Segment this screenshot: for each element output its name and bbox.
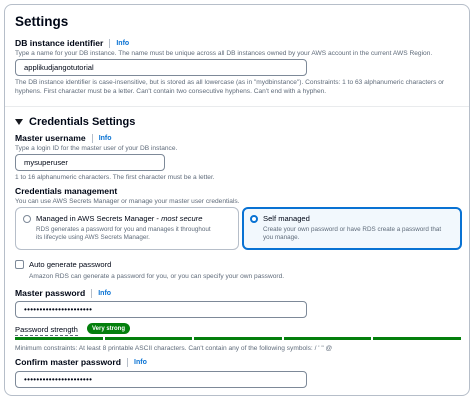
master-username-input[interactable] [15, 154, 165, 171]
master-username-label-text: Master username [15, 133, 86, 143]
db-identifier-info-link[interactable]: Info [109, 39, 129, 48]
password-strength-badge: Very strong [87, 323, 130, 334]
secrets-manager-desc-line-1: RDS generates a password for you and manages it throughout [36, 226, 211, 233]
credentials-section-title: Credentials Settings [29, 116, 136, 128]
master-username-label [15, 133, 112, 143]
caret-down-icon [15, 119, 23, 125]
self-managed-desc-line-1: Create your own password or have RDS create a password that [263, 226, 442, 233]
confirm-password-input[interactable] [15, 371, 307, 388]
secrets-manager-desc [36, 226, 211, 243]
strength-segment [284, 337, 372, 340]
master-password-input[interactable] [15, 301, 307, 318]
master-password-info-link[interactable]: Info [91, 289, 111, 298]
confirm-password-info-link[interactable]: Info [127, 358, 147, 367]
self-managed-desc-line-2: you manage. [263, 234, 300, 242]
secrets-manager-title-main: Managed in AWS Secrets Manager - [36, 214, 162, 223]
settings-heading: Settings [15, 14, 69, 29]
db-identifier-value: applikudjangotutorial [24, 63, 94, 72]
settings-panel [4, 4, 470, 396]
confirm-password-label [15, 357, 147, 367]
db-identifier-label [15, 38, 129, 48]
secrets-manager-title [36, 214, 202, 223]
db-identifier-constraint-2: hyphens. First character must be a letter. Can't contain two consecutive hyphens. Can't end with a hyphen. [15, 88, 327, 95]
secrets-manager-option[interactable] [15, 207, 239, 250]
auto-generate-label[interactable]: Auto generate password [29, 260, 112, 269]
db-identifier-help: Type a name for your DB instance. The name must be unique across all DB instances owned by your AWS account in the current AWS Region. [15, 50, 433, 57]
master-password-label-text: Master password [15, 288, 86, 298]
secrets-manager-desc-line-2: its lifecycle using AWS Secrets Manager. [36, 234, 150, 242]
db-identifier-input[interactable] [15, 59, 307, 76]
master-username-constraint: 1 to 16 alphanumeric characters. The first character must be a letter. [15, 174, 215, 181]
strength-segment [15, 337, 103, 340]
secrets-manager-radio[interactable] [23, 215, 31, 223]
master-username-value: mysuperuser [24, 158, 68, 167]
confirm-password-label-text: Confirm master password [15, 357, 122, 367]
secrets-manager-title-emphasis: most secure [161, 214, 203, 223]
auto-generate-help: Amazon RDS can generate a password for you, or you can specify your own password. [29, 273, 285, 280]
credentials-management-label: Credentials management [15, 186, 118, 196]
confirm-password-value: •••••••••••••••••••••• [24, 375, 93, 384]
master-username-help: Type a login ID for the master user of your DB instance. [15, 145, 178, 152]
auto-generate-checkbox[interactable] [15, 260, 24, 269]
master-username-info-link[interactable]: Info [92, 134, 112, 143]
strength-segment [194, 337, 282, 340]
section-divider [5, 106, 470, 107]
self-managed-title: Self managed [263, 214, 310, 223]
master-password-constraint: Minimum constraints: At least 8 printable ASCII characters. Can't contain any of the following symbols: / ' " @ [15, 345, 333, 352]
self-managed-desc [263, 226, 441, 243]
db-identifier-constraint-1: The DB instance identifier is case-insensitive, but is stored as all lowercase (as in "mydbinstance"). Constraints: 1 to 63 alphanumeric characters or [15, 79, 445, 86]
master-password-value: •••••••••••••••••••••• [24, 305, 93, 314]
strength-segment [373, 337, 461, 340]
self-managed-option[interactable] [242, 207, 462, 250]
credentials-management-help: You can use AWS Secrets Manager or manage your master user credentials. [15, 198, 240, 205]
db-identifier-label-text: DB instance identifier [15, 38, 104, 48]
self-managed-radio[interactable] [250, 215, 258, 223]
password-strength-label[interactable]: Password strength [15, 325, 78, 334]
master-password-label [15, 288, 111, 298]
credentials-section-toggle[interactable] [15, 116, 135, 128]
strength-segment [105, 337, 193, 340]
